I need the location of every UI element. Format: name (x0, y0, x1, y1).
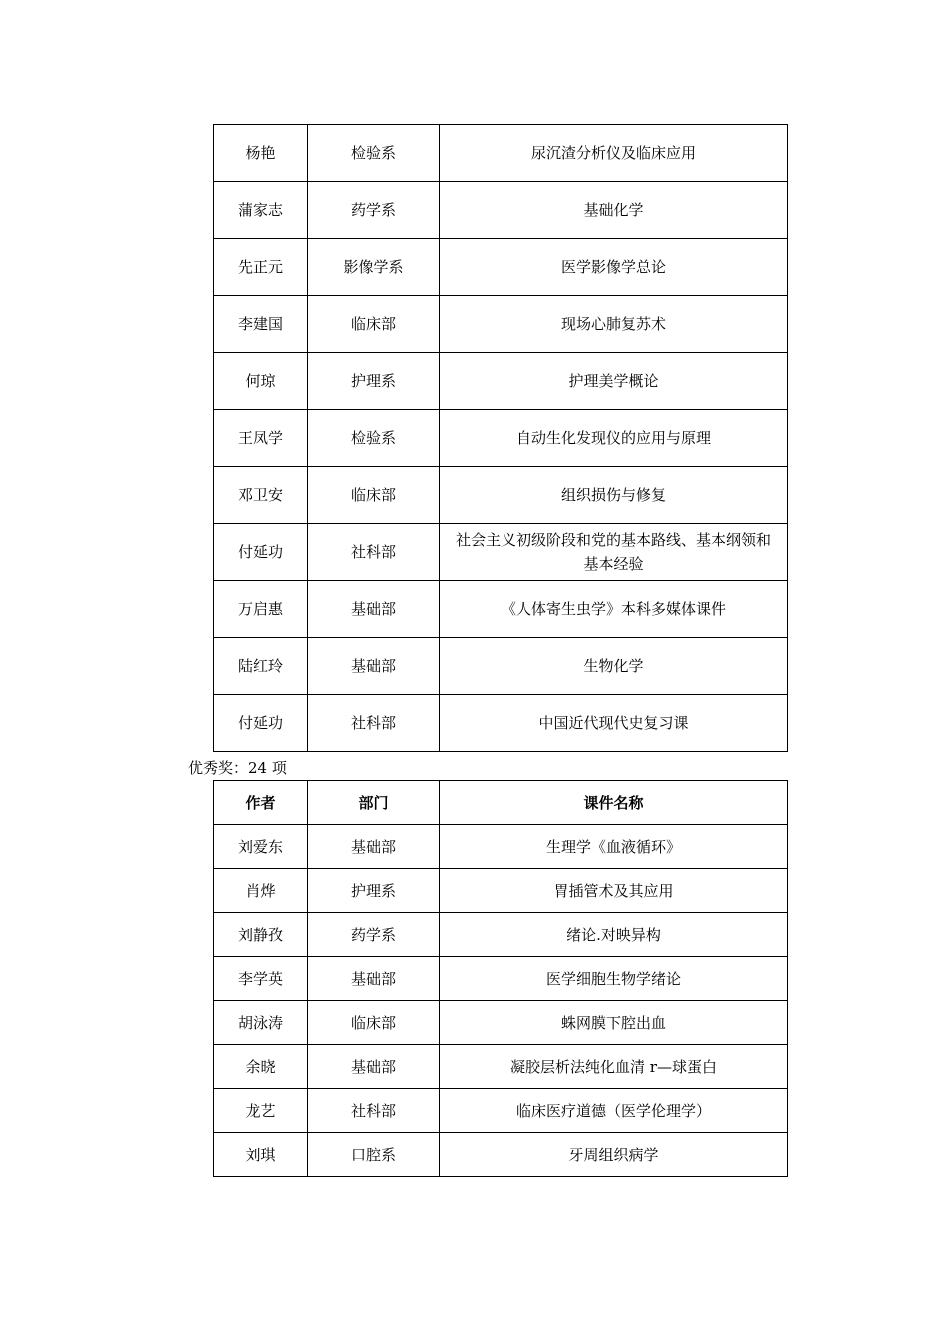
department-cell: 基础部 (308, 825, 440, 869)
table-row (214, 125, 788, 182)
courseware-name-cell: 临床医疗道德（医学伦理学） (440, 1089, 788, 1133)
courseware-name-cell: 牙周组织病学 (440, 1133, 788, 1177)
author-cell: 陆红玲 (214, 638, 308, 695)
department-cell: 护理系 (308, 869, 440, 913)
table-row (214, 957, 788, 1001)
department-cell: 社科部 (308, 1089, 440, 1133)
header-courseware-name: 课件名称 (440, 781, 788, 825)
courseware-name-cell: 现场心肺复苏术 (440, 296, 788, 353)
department-cell: 社科部 (308, 695, 440, 752)
table-row (214, 638, 788, 695)
author-cell: 余晓 (214, 1045, 308, 1089)
table-row (214, 182, 788, 239)
award-table-2 (213, 780, 788, 1177)
table-row (214, 353, 788, 410)
author-cell: 付延功 (214, 695, 308, 752)
table-row (214, 524, 788, 581)
courseware-name-cell: 绪论.对映异构 (440, 913, 788, 957)
table-row (214, 913, 788, 957)
table-row (214, 296, 788, 353)
table-row (214, 1045, 788, 1089)
courseware-name-cell: 凝胶层析法纯化血清 r—球蛋白 (440, 1045, 788, 1089)
department-cell: 临床部 (308, 1001, 440, 1045)
author-cell: 胡泳涛 (214, 1001, 308, 1045)
table-row (214, 869, 788, 913)
table-row (214, 695, 788, 752)
department-cell: 临床部 (308, 467, 440, 524)
author-cell: 何琼 (214, 353, 308, 410)
courseware-name-cell: 蛛网膜下腔出血 (440, 1001, 788, 1045)
table-row (214, 581, 788, 638)
courseware-name-cell: 医学细胞生物学绪论 (440, 957, 788, 1001)
courseware-name-cell: 胃插管术及其应用 (440, 869, 788, 913)
courseware-name-cell: 组织损伤与修复 (440, 467, 788, 524)
table-row (214, 1001, 788, 1045)
table-row (214, 239, 788, 296)
table-row (214, 825, 788, 869)
author-cell: 蒲家志 (214, 182, 308, 239)
author-cell: 刘琪 (214, 1133, 308, 1177)
award-table-2-body (214, 825, 788, 1177)
table-row (214, 467, 788, 524)
department-cell: 药学系 (308, 913, 440, 957)
author-cell: 万启惠 (214, 581, 308, 638)
header-department: 部门 (308, 781, 440, 825)
author-cell: 刘爱东 (214, 825, 308, 869)
courseware-name-cell: 基础化学 (440, 182, 788, 239)
courseware-name-cell: 中国近代现代史复习课 (440, 695, 788, 752)
courseware-name-cell: 尿沉渣分析仪及临床应用 (440, 125, 788, 182)
department-cell: 护理系 (308, 353, 440, 410)
department-cell: 检验系 (308, 125, 440, 182)
department-cell: 基础部 (308, 1045, 440, 1089)
department-cell: 社科部 (308, 524, 440, 581)
courseware-name-cell: 护理美学概论 (440, 353, 788, 410)
department-cell: 临床部 (308, 296, 440, 353)
department-cell: 影像学系 (308, 239, 440, 296)
table-row (214, 1089, 788, 1133)
header-author: 作者 (214, 781, 308, 825)
table-row (214, 410, 788, 467)
courseware-name-cell: 社会主义初级阶段和党的基本路线、基本纲领和基本经验 (440, 524, 788, 581)
author-cell: 李建国 (214, 296, 308, 353)
department-cell: 基础部 (308, 581, 440, 638)
author-cell: 刘静孜 (214, 913, 308, 957)
department-cell: 口腔系 (308, 1133, 440, 1177)
author-cell: 先正元 (214, 239, 308, 296)
department-cell: 基础部 (308, 638, 440, 695)
author-cell: 付延功 (214, 524, 308, 581)
author-cell: 杨艳 (214, 125, 308, 182)
department-cell: 药学系 (308, 182, 440, 239)
department-cell: 基础部 (308, 957, 440, 1001)
courseware-name-cell: 自动生化发现仪的应用与原理 (440, 410, 788, 467)
author-cell: 邓卫安 (214, 467, 308, 524)
author-cell: 龙艺 (214, 1089, 308, 1133)
courseware-name-cell: 《人体寄生虫学》本科多媒体课件 (440, 581, 788, 638)
courseware-name-cell: 医学影像学总论 (440, 239, 788, 296)
courseware-name-cell: 生理学《血液循环》 (440, 825, 788, 869)
author-cell: 王凤学 (214, 410, 308, 467)
table-header-row (214, 781, 788, 825)
author-cell: 肖烨 (214, 869, 308, 913)
award-table-1 (213, 124, 788, 752)
table-row (214, 1133, 788, 1177)
award-table-1-body (214, 125, 788, 752)
department-cell: 检验系 (308, 410, 440, 467)
courseware-name-cell: 生物化学 (440, 638, 788, 695)
author-cell: 李学英 (214, 957, 308, 1001)
section-label-excellence-award: 优秀奖：24 项 (188, 759, 287, 777)
